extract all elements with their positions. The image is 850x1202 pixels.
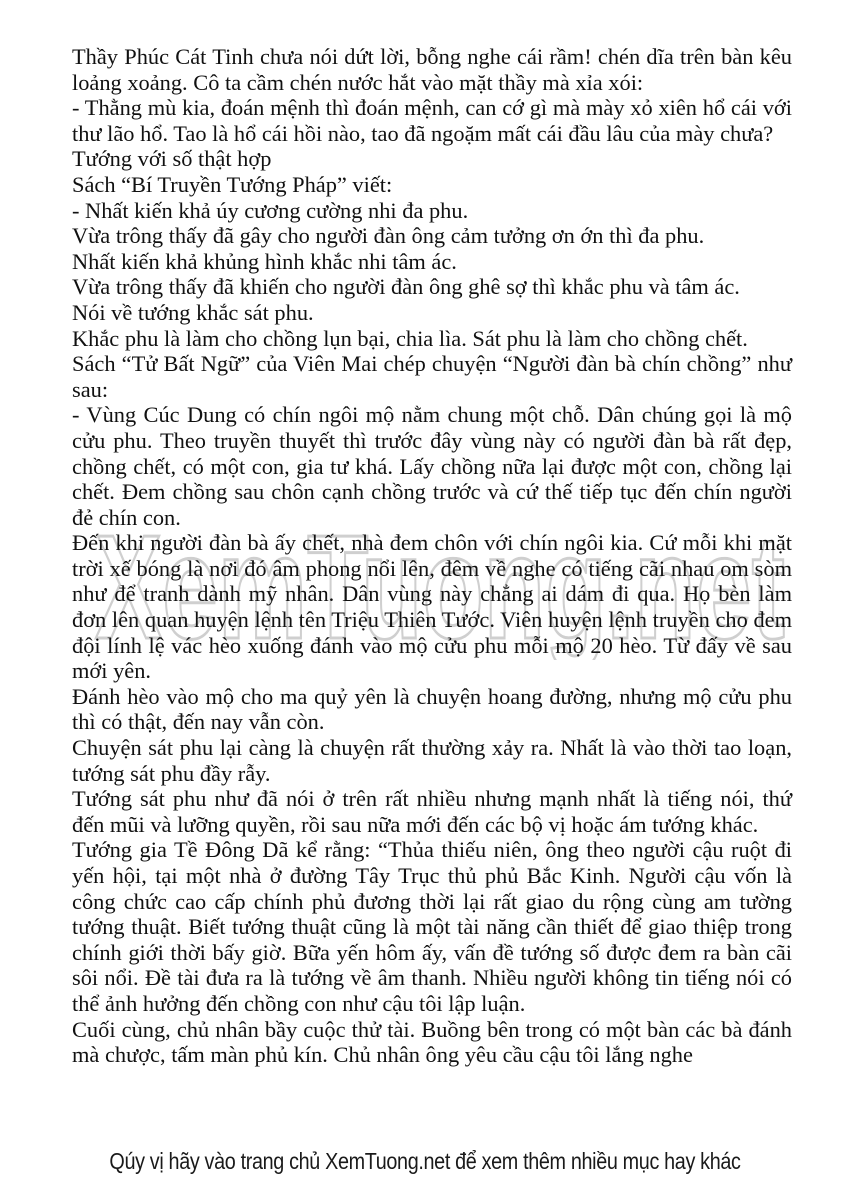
paragraph: Đánh hèo vào mộ cho ma quỷ yên là chuyện hoang đường, nhưng mộ cửu phu thì có thật, đến nay vẫn còn. — [72, 683, 792, 735]
paragraph: Chuyện sát phu lại càng là chuyện rất thường xảy ra. Nhất là vào thời tao loạn, tướng sát phu đầy rẫy. — [72, 735, 792, 786]
paragraph: Sách “Bí Truyền Tướng Pháp” viết: — [72, 171, 393, 197]
document-body — [72, 44, 792, 1068]
paragraph: Vừa trông thấy đã gây cho người đàn ông cảm tưởng ơn ớn thì đa phu. — [72, 223, 705, 249]
watermark-text: XemTuong.net — [95, 520, 785, 660]
paragraph: Khắc phu là làm cho chồng lụn bại, chia lìa. Sát phu là làm cho chồng chết. — [72, 325, 748, 351]
paragraph: Thầy Phúc Cát Tinh chưa nói dứt lời, bỗng nghe cái rầm! chén dĩa trên bàn kêu loảng xoảng. Cô ta cầm chén nước hắt vào mặt thầy mà xỉa xói: — [72, 44, 792, 95]
quote-line: Nhất kiến khả khủng hình khắc nhi tâm ác. — [72, 248, 457, 274]
paragraph: Nói về tướng khắc sát phu. — [72, 299, 314, 325]
paragraph: Tướng sát phu như đã nói ở trên rất nhiều nhưng mạnh nhất là tiếng nói, thứ đến mũi và lưỡng quyền, rồi sau nữa mới đến các bộ vị hoặc ám tướng khác. — [72, 786, 792, 837]
paragraph: Tướng gia Tề Đông Dã kể rằng: “Thủa thiếu niên, ông theo người cậu ruột đi yến hội, tại một nhà ở đường Tây Trục thủ phủ Bắc Kinh. Người cậu vốn là công chức cao cấp chính phủ đương thời lại rất giao du rộng cùng am tường tướng thuật. Biết tướng thuật cũng là một tài năng cần thiết để giao thiệp trong chính giới thời bấy giờ. Bữa yến hôm ấy, vấn đề tướng số được đem ra bàn cãi sôi nổi. Đề tài đưa ra là tướng về âm thanh. Nhiều người không tin tiếng nói có thể ảnh hưởng đến chồng con như cậu tôi lập luận. — [72, 837, 792, 1016]
footer-promo: Qúy vị hãy vào trang chủ XemTuong.net để xem thêm nhiều mục hay khác — [109, 1148, 741, 1174]
paragraph: - Vùng Cúc Dung có chín ngôi mộ nằm chung một chỗ. Dân chúng gọi là mộ cửu phu. Theo truyền thuyết thì trước đây vùng này có người đàn bà rất đẹp, chồng chết, có một con, gia tư khá. Lấy chồng nữa lại được một con, chồng lại chết. Đem chồng sau chôn cạnh chồng trước và cứ thế tiếp tục đến chín người đẻ chín con. — [72, 402, 792, 530]
paragraph: Đến khi người đàn bà ấy chết, nhà đem chôn với chín ngôi kia. Cứ mỗi khi mặt trời xế bóng là nơi đó âm phong nổi lên, đêm về nghe có tiếng cãi nhau om sòm như để tranh dành mỹ nhân. Dân vùng này chẳng ai dám đi qua. Họ bèn làm đơn lên quan huyện lệnh tên Triệu Thiên Tước. Viên huyện lệnh truyền cho đem đội lính lệ vác hèo xuống đánh vào mộ cửu phu mỗi mộ 20 hèo. Từ đấy về sau mới yên. — [72, 530, 792, 684]
quote-line: - Nhất kiến khả úy cương cường nhi đa phu. — [72, 197, 469, 223]
paragraph: Vừa trông thấy đã khiến cho người đàn ông ghê sợ thì khắc phu và tâm ác. — [72, 274, 740, 300]
paragraph: Cuối cùng, chủ nhân bầy cuộc thử tài. Buồng bên trong có một bàn các bà đánh mà chược, tấm màn phủ kín. Chủ nhân ông yêu cầu cậu tôi lắng nghe — [72, 1016, 792, 1068]
section-heading: Tướng với số thật hợp — [72, 146, 272, 172]
paragraph: - Thằng mù kia, đoán mệnh thì đoán mệnh, can cớ gì mà mày xỏ xiên hổ cái với thư lão hổ. Tao là hổ cái hồi nào, tao đã ngoặm mất cái đầu lâu của mày chưa? — [72, 95, 792, 146]
paragraph: Sách “Tử Bất Ngữ” của Viên Mai chép chuyện “Người đàn bà chín chồng” như sau: — [72, 351, 792, 402]
